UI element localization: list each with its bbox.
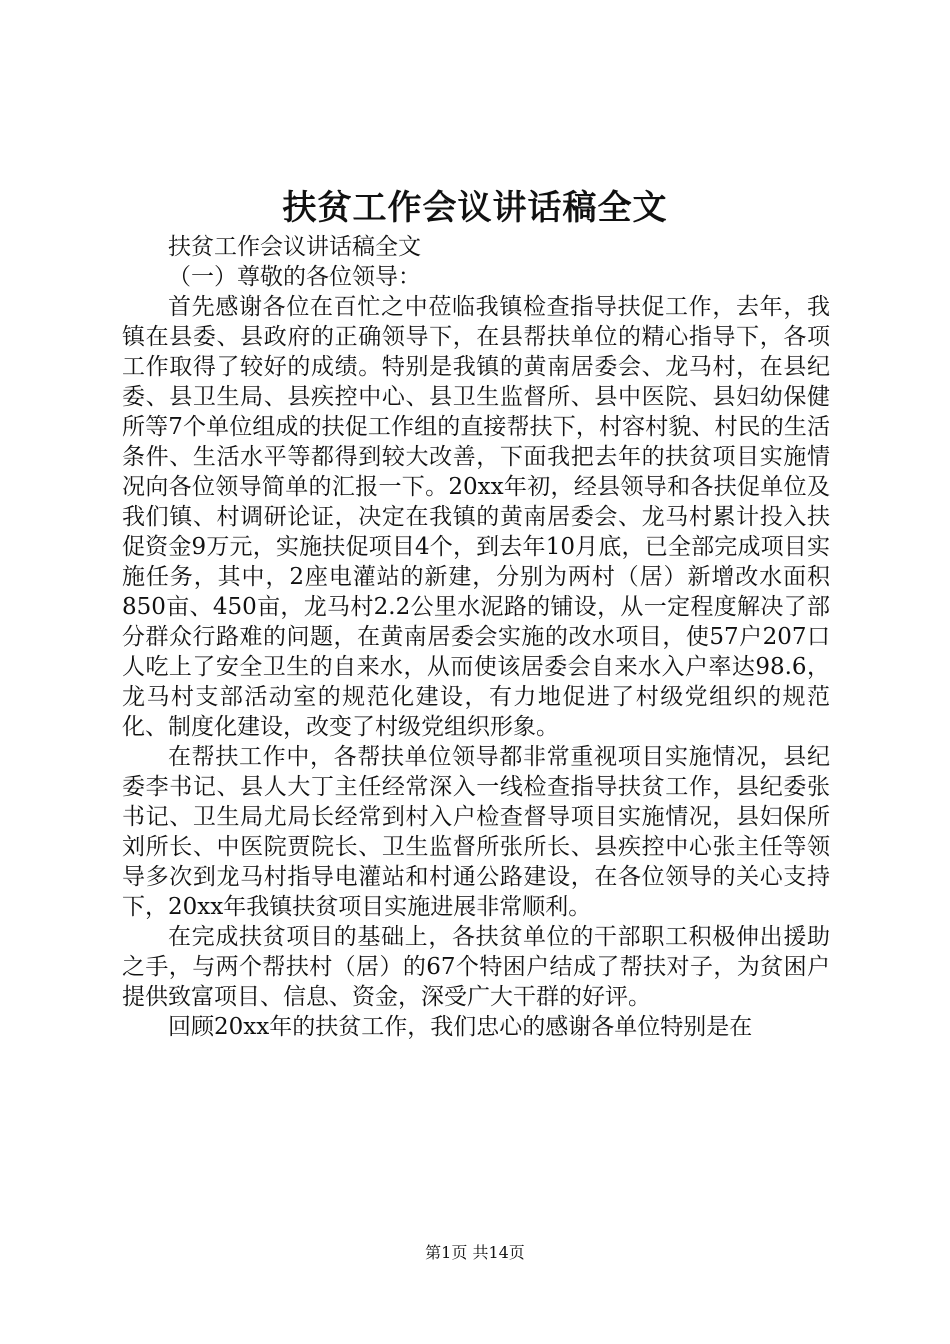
body-paragraph: 在帮扶工作中，各帮扶单位领导都非常重视项目实施情况，县纪委李书记、县人大丁主任经常深入一线检查指导扶贫工作，县纪委张书记、卫生局尤局长经常到村入户检查督导项目实施情况，县妇保所刘所长、中医院贾院长、卫生监督所张所长、县疾控中心张主任等领导多次到龙马村指导电灌站和村通公路建设，在各位领导的关心支持下，20xx年我镇扶贫项目实施进展非常顺利。 [122, 744, 830, 920]
salutation-paragraph: （一）尊敬的各位领导： [168, 264, 421, 290]
page-footer: 第1页 共14页 [425, 1243, 525, 1262]
document-body [122, 232, 830, 1042]
page-title: 扶贫工作会议讲话稿全文 [282, 188, 668, 228]
subtitle-paragraph: 扶贫工作会议讲话稿全文 [168, 234, 421, 260]
body-paragraph: 回顾20xx年的扶贫工作，我们忠心的感谢各单位特别是在 [168, 1014, 753, 1040]
body-paragraph: 在完成扶贫项目的基础上，各扶贫单位的干部职工积极伸出援助之手，与两个帮扶村（居）的67个特困户结成了帮扶对子，为贫困户提供致富项目、信息、资金，深受广大干群的好评。 [122, 924, 830, 1010]
body-paragraph: 首先感谢各位在百忙之中莅临我镇检查指导扶促工作，去年，我镇在县委、县政府的正确领导下，在县帮扶单位的精心指导下，各项工作取得了较好的成绩。特别是我镇的黄南居委会、龙马村，在县纪委、县卫生局、县疾控中心、县卫生监督所、县中医院、县妇幼保健所等7个单位组成的扶促工作组的直接帮扶下，村容村貌、村民的生活条件、生活水平等都得到较大改善，下面我把去年的扶贫项目实施情况向各位领导简单的汇报一下。20xx年初，经县领导和各扶促单位及我们镇、村调研论证，决定在我镇的黄南居委会、龙马村累计投入扶促资金9万元，实施扶促项目4个，到去年10月底，已全部完成项目实施任务，其中，2座电灌站的新建，分别为两村（居）新增改水面积850亩、450亩，龙马村2.2公里水泥路的铺设，从一定程度解决了部分群众行路难的问题，在黄南居委会实施的改水项目，使57户207口人吃上了安全卫生的自来水，从而使该居委会自来水入户率达98.6，龙马村支部活动室的规范化建设，有力地促进了村级党组织的规范化、制度化建设，改变了村级党组织形象。 [122, 294, 830, 740]
